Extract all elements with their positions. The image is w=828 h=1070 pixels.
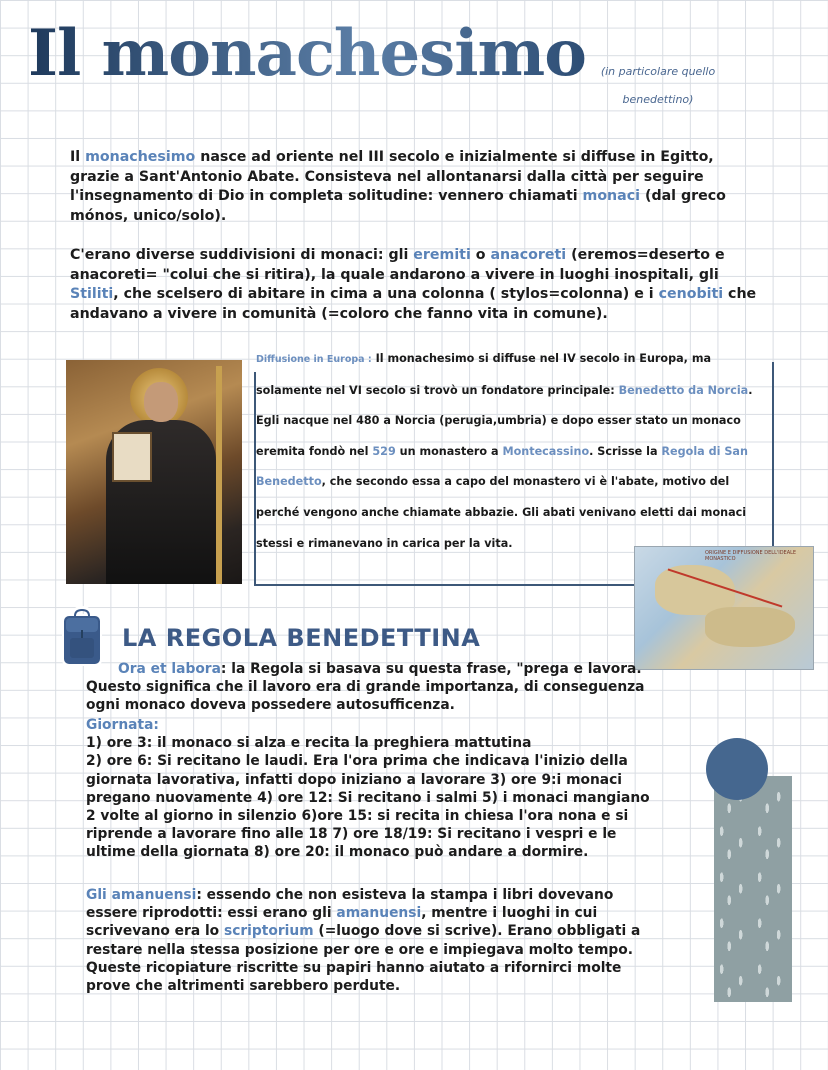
- keyword-monaci: monaci: [582, 188, 641, 204]
- keyword-amanuensi-2: amanuensi: [336, 905, 422, 922]
- page-subtitle: [568, 58, 748, 114]
- book-shape: [112, 432, 152, 482]
- keyword-amanuensi: Gli amanuensi: [86, 887, 197, 903]
- regola-paragraph: [86, 660, 646, 715]
- box-border-right: [772, 362, 774, 546]
- map-caption: ORIGINE E DIFFUSIONE DELL'IDEALE MONASTICO: [705, 550, 797, 562]
- keyword-monachesimo: monachesimo: [85, 149, 196, 165]
- subtitle-line-1: (in particolare quello: [600, 65, 716, 78]
- amanuensi-paragraph: [86, 886, 656, 995]
- keyword-eremiti: eremiti: [413, 247, 471, 263]
- europa-paragraph: [256, 344, 770, 559]
- keyword-benedetto: Benedetto da Norcia: [618, 383, 749, 397]
- giornata-label: Giornata:: [86, 717, 159, 733]
- keyword-anacoreti: anacoreti: [490, 247, 567, 263]
- text-span: , che scelsero di abitare in cima a una colonna ( stylos=colonna) e i: [113, 286, 659, 302]
- keyword-regola: Regola di San Benedetto: [256, 444, 748, 489]
- keyword-ora-et-labora: Ora et labora: [118, 661, 221, 677]
- text-span: : essendo che non esisteva la stampa i libri dovevano essere riprodotti: essi erano gli: [86, 887, 614, 922]
- regola-heading: LA REGOLA BENEDETTINA: [122, 624, 481, 652]
- europa-label: Diffusione in Europa :: [256, 354, 372, 365]
- page-title: Il monachesimo: [28, 16, 586, 91]
- monastic-diffusion-map: [634, 546, 814, 670]
- keyword-stiliti: Stiliti: [70, 286, 114, 302]
- text-span: un monastero a: [395, 444, 503, 458]
- intro-paragraph-2: [70, 246, 760, 324]
- giornata-paragraph: [86, 716, 656, 862]
- text-span: . Egli nacque nel 480 a Norcia (perugia,umbria) e dopo esser stato un monaco eremita fondò nel: [256, 383, 753, 458]
- keyword-529: 529: [372, 444, 396, 458]
- text-span: C'erano diverse suddivisioni di monaci: gli: [70, 247, 414, 263]
- crosier-shape: [216, 366, 222, 584]
- text-span: che andavano a vivere in comunità (=coloro che fanno vita in comune).: [70, 286, 757, 322]
- text-span: (dal greco mónos, unico/solo).: [70, 188, 726, 224]
- keyword-scriptorium: scriptorium: [223, 923, 314, 940]
- text-span: o: [470, 247, 491, 263]
- face-shape: [144, 382, 178, 422]
- text-span: nasce ad oriente nel III secolo e inizialmente si diffuse in Egitto, grazie a Sant'Antonio Abate. Consisteva nel allontanarsi dalla città per seguire l'insegnamento di Dio in completa solitudine: vennero chiamati: [70, 149, 714, 204]
- text-span: , mentre i luoghi in cui scrivevano era lo: [86, 905, 598, 940]
- saint-benedict-portrait: [66, 360, 242, 584]
- text-span: , che secondo essa a capo del monastero vi è l'abate, motivo del perché vengono anche chiamate abbazie. Gli abati venivano eletti dai monaci stessi e rimanevano in carica per la vita.: [256, 475, 747, 550]
- decorative-washi-strip: [714, 776, 792, 1002]
- amanuensi-conclusion: Queste ricopiature riscritte su papiri hanno aiutato a rifornirci molte prove che altrimenti sarebbero perdute.: [86, 959, 622, 995]
- map-land: [705, 607, 795, 647]
- box-border-bottom: [254, 584, 634, 586]
- backpack-icon: [60, 606, 104, 668]
- text-span: (eremos=deserto e anacoreti= "colui che si ritira), la quale andarono a vivere in luoghi inospitali, gli: [70, 247, 725, 283]
- giornata-items-rest: 2) ore 6: Si recitano le laudi. Era l'ora prima che indicava l'inizio della giornata lavorativa, infatti dopo iniziano a lavorare 3) ore 9:i monaci pregano nuovamente 4) ore 12: Si recitano i salmi 5) i monaci mangiano 2 volte al giorno in silenzio 6)ore 15: si recita in chiesa l'ora nona e si riprende a lavorare fino alle 18 7) ore 18/19: Si recitano i vespri e le ultime della giornata 8) ore 20: il monaco può andare a dormire.: [86, 753, 650, 861]
- giornata-item-1: 1) ore 3: il monaco si alza e recita la preghiera mattutina: [86, 735, 532, 752]
- intro-paragraph-1: [70, 148, 760, 226]
- keyword-cenobiti: cenobiti: [658, 286, 724, 302]
- text-span: Il monachesimo si diffuse nel IV secolo in Europa, ma solamente nel VI secolo si trovò un fondatore principale:: [256, 352, 712, 397]
- text-span: . Scrisse la: [589, 444, 662, 458]
- text-span: Il: [70, 149, 86, 165]
- keyword-montecassino: Montecassino: [502, 444, 590, 458]
- text-span: (=luogo dove si scrive). Erano obbligati a restare nella stessa posizione per ore e ore e impiegava molto tempo.: [86, 923, 641, 958]
- decorative-circle: [706, 738, 768, 800]
- subtitle-line-2: benedettino): [622, 93, 694, 106]
- text-span: : la Regola si basava su questa frase, "prega e lavora. Questo significa che il lavoro era di grande importanza, di conseguenza ogni monaco doveva possedere autosufficenza.: [86, 661, 645, 714]
